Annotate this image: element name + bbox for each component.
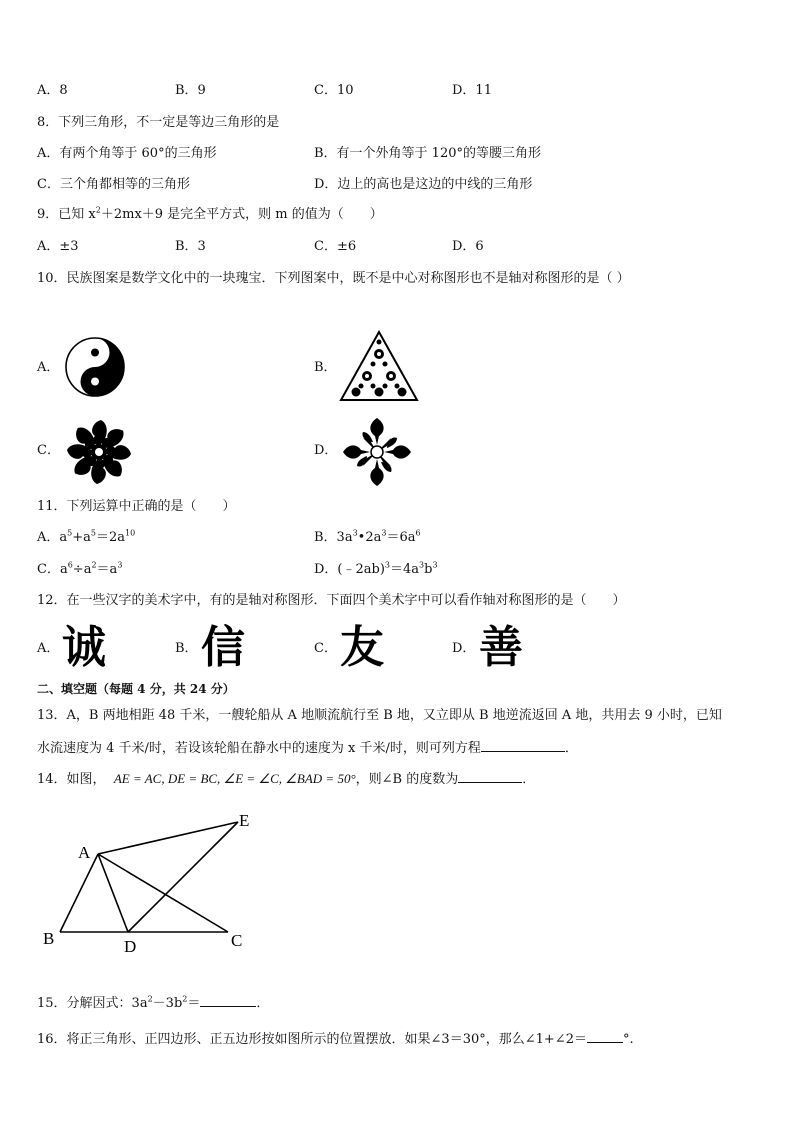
yin-yang-icon: [64, 336, 126, 398]
q12-char-d: 善: [479, 622, 523, 673]
q11-option-d: D．$(﹣2ab)^3=4a^3b^3$: [314, 560, 438, 577]
q13-line-2: 水流速度为 4 千米/时，若设该轮船在静水中的速度为 x 千米/时，则可列方程 ．: [37, 741, 578, 756]
q12-label-d: D．: [452, 641, 476, 656]
q9-option-a: A．±3: [37, 239, 79, 254]
q7-option-c: C．10: [314, 83, 354, 98]
q12-char-a: 诚: [62, 622, 106, 673]
point-label-c: C: [231, 931, 243, 950]
q8-option-c: C．三个角都相等的三角形: [37, 177, 190, 192]
q9-option-c: C．±6: [314, 239, 357, 254]
q7-option-a: A．8: [37, 83, 68, 98]
q8-stem: 8．下列三角形，不一定是等边三角形的是: [37, 115, 280, 130]
q8-option-d: D．边上的高也是这边的中线的三角形: [314, 177, 533, 192]
section-2-title: 二、填空题（每题 4 分，共 24 分）: [37, 682, 235, 696]
q15-stem: 15．分解因式：$3a^2-3b^2=$ ．: [37, 994, 270, 1011]
q12-label-b: B．: [175, 641, 198, 656]
point-label-b: B: [43, 929, 55, 948]
q14-geometry-figure: [40, 808, 270, 958]
triangle-pattern-icon: [339, 330, 419, 402]
q12-label-c: C．: [314, 641, 337, 656]
point-label-e: E: [239, 811, 250, 830]
q7-option-b: B．9: [175, 83, 206, 98]
q12-label-a: A．: [37, 641, 60, 656]
q11-option-b: B．$3a^3•2a^3=6a^6$: [314, 528, 421, 545]
q9-stem: 9．已知 $x^2+2mx+9$ 是完全平方式，则 m 的值为（ ）: [37, 205, 383, 222]
pinwheel-flower-icon: [63, 418, 135, 486]
q9-option-b: B．3: [175, 239, 206, 254]
q14-answer-blank[interactable]: [458, 770, 522, 783]
q9-option-d: D．6: [452, 239, 484, 254]
point-label-d: D: [124, 937, 137, 956]
q10-label-c: C．: [37, 443, 60, 458]
q16-stem: 16．将正三角形、正四边形、正五边形按如图所示的位置摆放．如果∠3＝30°，那么∠1+∠2＝ °.: [37, 1032, 634, 1047]
q12-char-c: 友: [340, 622, 384, 673]
q11-option-a: A．$a^5+a^5=2a^{10}$: [37, 528, 136, 545]
q7-option-d: D．11: [452, 83, 492, 98]
q15-answer-blank[interactable]: [200, 994, 256, 1007]
point-label-a: A: [78, 843, 91, 862]
four-leaf-ornament-icon: [341, 416, 413, 488]
q13-answer-blank[interactable]: [481, 739, 565, 752]
q12-char-b: 信: [201, 622, 245, 673]
q12-stem: 12．在一些汉字的美术字中，有的是轴对称图形．下面四个美术字中可以看作轴对称图形的是（ ）: [37, 593, 626, 608]
q13-line-1: 13．A，B 两地相距 48 千米，一艘轮船从 A 地顺流航行至 B 地，又立即从 B 地逆流返回 A 地，共用去 9 小时，已知: [37, 708, 722, 723]
q14-stem: 14．如图， AE = AC, DE = BC, ∠E = ∠C, ∠BAD = 50°，则∠B 的度数为 ．: [37, 771, 536, 787]
q10-label-a: A．: [37, 360, 60, 375]
q8-option-a: A．有两个角等于 60°的三角形: [37, 146, 217, 161]
q10-stem: 10．民族图案是数学文化中的一块瑰宝．下列图案中，既不是中心对称图形也不是轴对称图形的是（ ）: [37, 271, 630, 286]
q11-option-c: C．$a^6\div a^2=a^3$: [37, 560, 123, 577]
q16-answer-blank[interactable]: [587, 1030, 623, 1043]
q8-option-b: B．有一个外角等于 120°的等腰三角形: [314, 146, 541, 161]
q11-stem: 11．下列运算中正确的是（ ）: [37, 499, 236, 514]
q10-label-d: D．: [314, 443, 338, 458]
q10-label-b: B．: [314, 360, 337, 375]
